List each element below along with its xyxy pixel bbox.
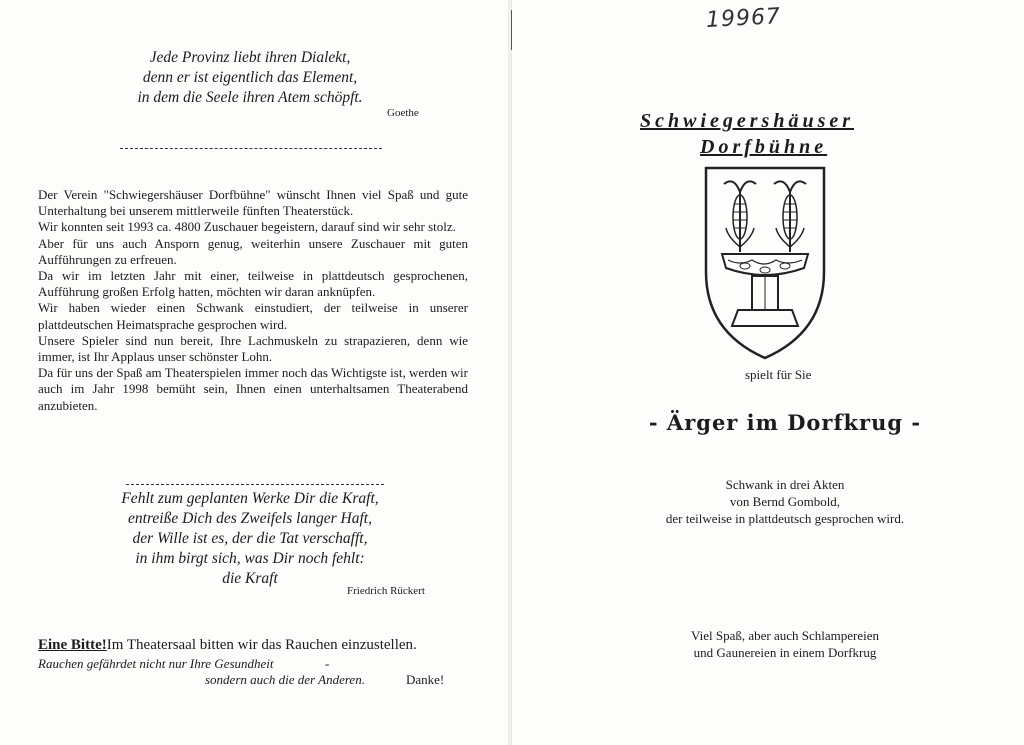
divider-top [120, 148, 382, 150]
paragraph: Aber für uns auch Ansporn genug, weiterhin unsere Zuschauer mit guten Aufführungen zu erfreuen. [38, 235, 468, 267]
quote-line: Fehlt zum geplanten Werke Dir die Kraft, [121, 490, 379, 507]
description-line: von Bernd Gombold, [729, 494, 841, 509]
quote-line: denn er ist eigentlich das Element, [142, 69, 358, 86]
paragraph: Wir konnten seit 1993 ca. 4800 Zuschauer begeistern, darauf sind wir sehr stolz. [38, 219, 456, 235]
tagline-line: Viel Spaß, aber auch Schlampereien [690, 628, 879, 643]
smoking-warning-line1: Rauchen gefährdet nicht nur Ihre Gesundheit [38, 656, 274, 671]
paragraph: Da wir im letzten Jahr mit einer, teilweise in plattdeutsch gesprochenen, Aufführung großen Erfolg hatten, möchten wir daran anknüpfen. [38, 268, 468, 300]
rueckert-quote [100, 489, 400, 589]
coat-of-arms-icon [700, 162, 830, 362]
welcome-text [38, 187, 468, 414]
description-line: Schwank in drei Akten [725, 477, 845, 492]
paragraph: Wir haben wieder einen Schwank einstudiert, der teilweise in unserer plattdeutschen Heimatsprache gesprochen wird. [38, 300, 468, 332]
quote-author-goethe: Goethe [387, 107, 419, 119]
quote-line: Jede Provinz liebt ihren Dialekt, [149, 49, 351, 66]
quote-line: in ihm birgt sich, was Dir noch fehlt: [135, 550, 365, 567]
presents-text: spielt für Sie [745, 367, 812, 382]
page-fold [508, 0, 512, 745]
paragraph: Unsere Spieler sind nun bereit, Ihre Lachmuskeln zu strapazieren, denn wie immer, ist Ihr Applaus unser schönster Lohn. [38, 332, 468, 365]
title-line1: Schwiegershäuser [640, 110, 855, 132]
title-line2: Dorfbühne [700, 136, 828, 158]
quote-line: die Kraft [222, 570, 278, 587]
play-description [640, 476, 930, 527]
play-title: - Ärger im Dorfkrug - [648, 410, 922, 435]
divider-bottom [126, 484, 384, 486]
left-page [0, 0, 510, 745]
smoking-warning-dash: - [325, 656, 330, 671]
paragraph: Da für uns der Spaß am Theaterspielen immer noch das Wichtigste ist, werden wir auch im Jahr 1998 bemüht sein, Ihnen einen unterhaltsamen Theaterabend anzubieten. [38, 365, 468, 413]
thanks-text: Danke! [406, 672, 445, 687]
quote-line: in dem die Seele ihren Atem schöpft. [137, 89, 363, 106]
quote-line: entreiße Dich des Zweifels langer Haft, [128, 510, 372, 527]
smoking-warning-line2: sondern auch die der Anderen. [205, 672, 365, 687]
request-text: Im Theatersaal bitten wir das Rauchen einzustellen. [106, 637, 417, 653]
smoking-request [38, 637, 417, 654]
archive-number: 19967 [705, 4, 782, 33]
fold-mark [511, 10, 512, 50]
goethe-quote [100, 48, 400, 108]
paragraph: Der Verein "Schwiegershäuser Dorfbühne" wünscht Ihnen viel Spaß und gute Unterhaltung bei unserem mittlerweile fünften Theaterstück. [38, 187, 468, 219]
quote-line: der Wille ist es, der die Tat verschafft, [132, 530, 368, 547]
quote-author-rueckert: Friedrich Rückert [347, 585, 425, 597]
request-label: Eine Bitte! [38, 637, 107, 653]
description-line: der teilweise in plattdeutsch gesprochen wird. [665, 511, 905, 526]
play-tagline [640, 627, 930, 661]
tagline-line: und Gaunereien in einem Dorfkrug [693, 645, 877, 660]
